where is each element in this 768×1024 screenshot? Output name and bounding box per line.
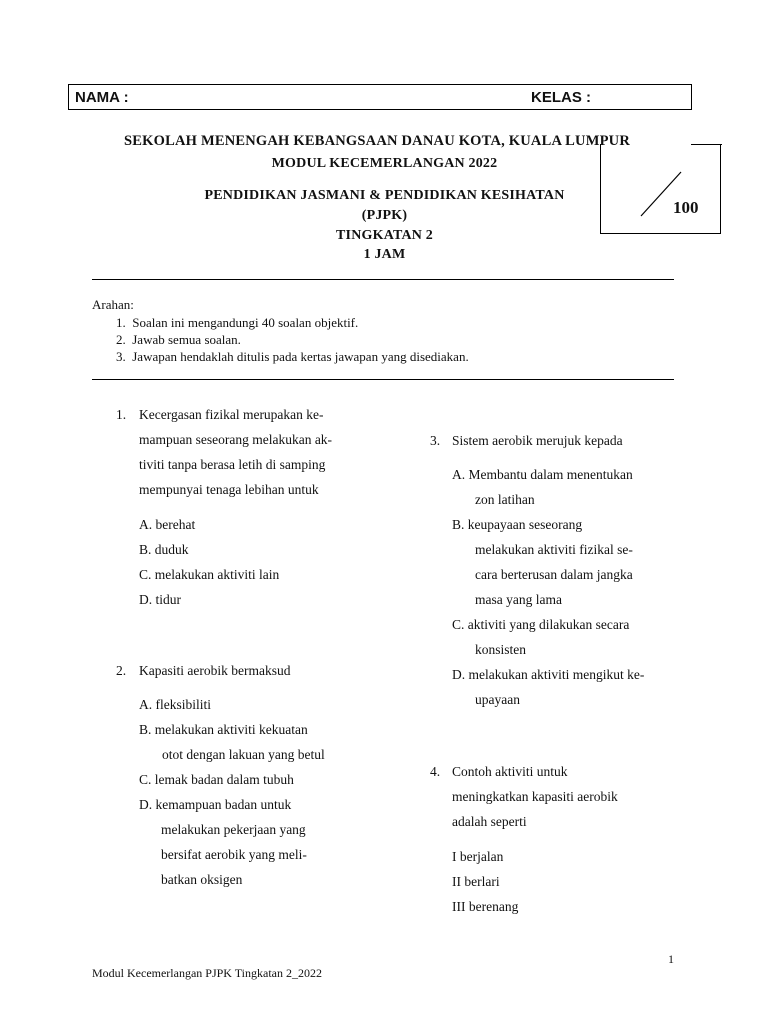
instruction-item: 1. Soalan ini mengandungi 40 soalan objektif. (116, 315, 359, 330)
option-continuation: zon latihan (475, 492, 535, 507)
name-class-box (68, 84, 692, 110)
option-continuation: melakukan aktiviti fizikal se- (475, 542, 633, 557)
instruction-item: 3. Jawapan hendaklah ditulis pada kertas jawapan yang disediakan. (116, 349, 469, 364)
score-box (600, 144, 721, 234)
divider-top (92, 279, 674, 280)
question-number: 1. (116, 407, 127, 422)
option: D. kemampuan badan untuk (139, 797, 292, 812)
module-title: MODUL KECEMERLANGAN 2022 (271, 156, 498, 169)
score-slash (601, 144, 722, 234)
page-number: 1 (668, 952, 674, 966)
question-4-options (452, 844, 518, 919)
option: III berenang (452, 899, 519, 914)
question-3-options (452, 462, 644, 712)
divider-bottom (92, 379, 674, 380)
option-continuation: cara berterusan dalam jangka (475, 567, 633, 582)
option-continuation: batkan oksigen (161, 872, 243, 887)
option-continuation: otot dengan lakuan yang betul (162, 747, 325, 762)
duration: 1 JAM (363, 247, 406, 262)
name-label: NAMA : (75, 89, 129, 106)
option-continuation: melakukan pekerjaan yang (161, 822, 306, 837)
option-continuation: upayaan (475, 692, 520, 707)
subject-abbr: (PJPK) (361, 208, 408, 223)
question-2-options (139, 692, 325, 892)
question-number: 3. (430, 433, 441, 448)
question-number: 4. (430, 764, 441, 779)
option: C. lemak badan dalam tubuh (139, 772, 294, 787)
option: A. fleksibiliti (139, 697, 211, 712)
question-number: 2. (116, 663, 127, 678)
instructions-title: Arahan: (92, 297, 134, 312)
option: B. keupayaan seseorang (452, 517, 583, 532)
option: D. melakukan aktiviti mengikut ke- (452, 667, 645, 682)
instruction-item: 2. Jawab semua soalan. (116, 332, 241, 347)
question-1-options (139, 512, 279, 612)
class-label: KELAS : (531, 89, 591, 106)
option: D. tidur (139, 592, 181, 607)
subject-title: PENDIDIKAN JASMANI & PENDIDIKAN KESIHATAN (204, 188, 565, 203)
option: I berjalan (452, 849, 504, 864)
option: A. Membantu dalam menentukan (452, 467, 633, 482)
option: B. melakukan aktiviti kekuatan (139, 722, 308, 737)
school-name: SEKOLAH MENENGAH KEBANGSAAN DANAU KOTA, KUALA LUMPUR (124, 133, 630, 149)
question-3-stem: Sistem aerobik merujuk kepada (452, 433, 623, 448)
option-continuation: masa yang lama (475, 592, 562, 607)
option-continuation: bersifat aerobik yang meli- (161, 847, 307, 862)
footer-text: Modul Kecemerlangan PJPK Tingkatan 2_2022 (92, 966, 322, 980)
option: A. berehat (139, 517, 196, 532)
question-4-stem: Contoh aktiviti untuk meningkatkan kapasiti aerobik adalah seperti (452, 764, 618, 829)
question-2-stem: Kapasiti aerobik bermaksud (139, 663, 291, 678)
option-continuation: konsisten (475, 642, 527, 657)
score-total: 100 (673, 198, 699, 217)
form-level: TINGKATAN 2 (336, 228, 433, 243)
option: C. melakukan aktiviti lain (139, 567, 280, 582)
option: B. duduk (139, 542, 189, 557)
question-1-stem: Kecergasan fizikal merupakan ke- mampuan seseorang melakukan ak- tiviti tanpa berasa letih di samping mempunyai tenaga lebihan untuk (139, 407, 333, 497)
option: C. aktiviti yang dilakukan secara (452, 617, 630, 632)
option: II berlari (452, 874, 500, 889)
